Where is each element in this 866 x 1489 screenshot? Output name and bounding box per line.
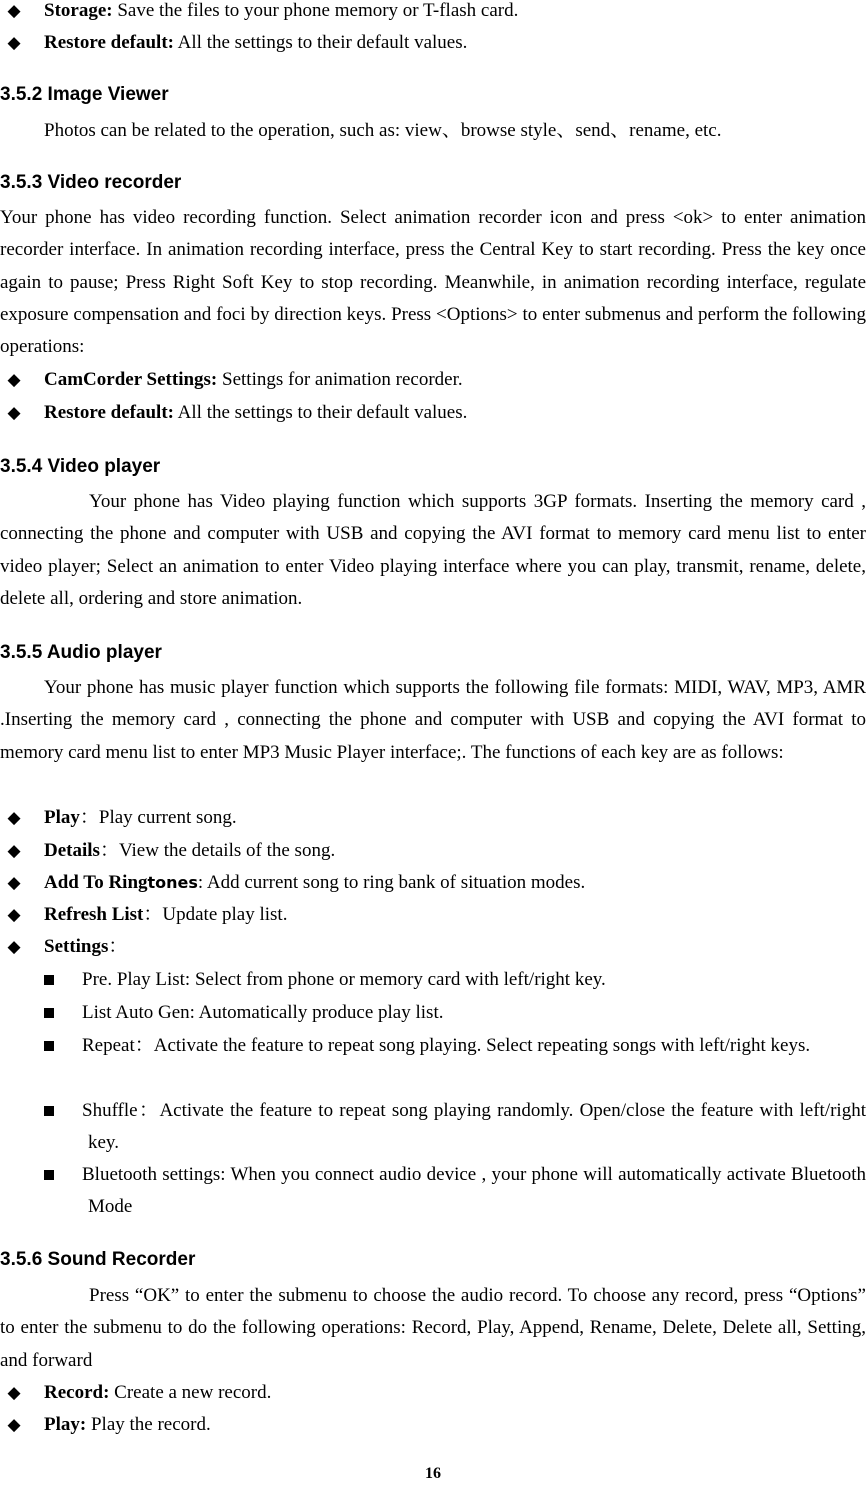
square-bullet-icon	[44, 1008, 54, 1018]
bullet-label: Record:	[44, 1382, 110, 1403]
bullet-text: Play the record.	[86, 1414, 211, 1435]
diamond-bullet-icon: ◆	[7, 403, 21, 422]
heading-audio-player: 3.5.5 Audio player	[0, 642, 162, 663]
square-bullet-icon	[44, 975, 54, 985]
bullet-label: Add To Ring	[44, 872, 148, 893]
sub-bullet-pre-play-list	[44, 964, 866, 996]
image-viewer-paragraph: Photos can be related to the operation, such as: view、browse style、send、rename, etc.	[44, 120, 722, 141]
bullet-text: Settings for animation recorder.	[217, 369, 463, 390]
sub-bullet-text: Pre. Play List: Select from phone or memory card with left/right key.	[82, 969, 606, 990]
sub-bullet-repeat	[44, 1030, 866, 1062]
bullet-label: Restore default:	[44, 402, 174, 423]
heading-image-viewer: 3.5.2 Image Viewer	[0, 84, 169, 105]
sub-bullet-shuffle	[44, 1095, 866, 1159]
page-number: 16	[425, 1465, 441, 1482]
diamond-bullet-icon: ◆	[7, 1415, 21, 1434]
bullet-label: Details	[44, 840, 100, 861]
sub-bullet-text: List Auto Gen: Automatically produce play list.	[82, 1002, 444, 1023]
bullet-label: Play:	[44, 1414, 87, 1435]
audio-player-paragraph: Your phone has music player function which supports the following file formats: MIDI, WAV, MP3, AMR .Inserting the memory card , connecting the phone and computer with USB and copying the AVI format to memory card menu list to enter MP3 Music Player interface;. The functions of each key are as follows:	[0, 677, 866, 763]
bullet-text: Save the files to your phone memory or T-flash card.	[112, 0, 519, 21]
bullet-text: ：Play current song.	[79, 807, 237, 828]
sub-bullet-bluetooth-settings	[44, 1159, 866, 1223]
square-bullet-icon	[44, 1041, 54, 1051]
sound-recorder-paragraph: Press “OK” to enter the submenu to choose the audio record. To choose any record, press “Options” to enter the submenu to do the following operations: Record, Play, Append, Rename, Delete, Delete all, Setting, and forward	[0, 1285, 866, 1371]
diamond-bullet-icon: ◆	[7, 937, 21, 956]
bullet-label: Refresh List	[44, 904, 144, 925]
video-player-paragraph: Your phone has Video playing function which supports 3GP formats. Inserting the memory card , connecting the phone and computer with USB and copying the AVI format to memory card menu list to enter video player; Select an animation to enter Video playing interface where you can play, transmit, rename, delete, delete all, ordering and store animation.	[0, 491, 866, 609]
diamond-bullet-icon: ◆	[7, 808, 21, 827]
square-bullet-icon	[44, 1170, 54, 1180]
bullet-text: ：Update play list.	[143, 904, 288, 925]
square-bullet-icon	[44, 1106, 54, 1116]
bullet-text: Create a new record.	[109, 1382, 272, 1403]
bullet-text: : Add current song to ring bank of situation modes.	[197, 872, 586, 893]
diamond-bullet-icon: ◆	[7, 33, 21, 52]
heading-sound-recorder: 3.5.6 Sound Recorder	[0, 1249, 196, 1270]
heading-video-player: 3.5.4 Video player	[0, 456, 161, 477]
diamond-bullet-icon: ◆	[7, 905, 21, 924]
bullet-label: Storage:	[44, 0, 113, 21]
video-recorder-paragraph: Your phone has video recording function. Select animation recorder icon and press <ok> to enter animation recorder interface. In animation recording interface, press the Central Key to start recording. Press the key once again to pause; Press Right Soft Key to stop recording. Meanwhile, in animation recording interface, regulate exposure compensation and foci by direction keys. Press <Options> to enter submenus and perform the following operations:	[0, 207, 866, 358]
bullet-text: ：View the details of the song.	[99, 840, 336, 861]
heading-video-recorder: 3.5.3 Video recorder	[0, 172, 182, 193]
sub-bullet-text: Bluetooth settings: When you connect audio device , your phone will automatically activate Bluetooth Mode	[82, 1164, 866, 1217]
bullet-text: All the settings to their default values.	[173, 32, 468, 53]
diamond-bullet-icon: ◆	[7, 1, 21, 20]
bullet-label: Play	[44, 807, 80, 828]
diamond-bullet-icon: ◆	[7, 873, 21, 892]
diamond-bullet-icon: ◆	[7, 370, 21, 389]
sub-bullet-text: Shuffle：Activate the feature to repeat song playing randomly. Open/close the feature with left/right key.	[82, 1100, 866, 1153]
bullet-text: All the settings to their default values.	[173, 402, 468, 423]
bullet-label: Restore default:	[44, 32, 174, 53]
diamond-bullet-icon: ◆	[7, 1383, 21, 1402]
sub-bullet-text: Repeat：Activate the feature to repeat song playing. Select repeating songs with left/right keys.	[82, 1035, 811, 1056]
bullet-label: CamCorder Settings:	[44, 369, 218, 390]
bullet-text: ：	[108, 936, 128, 957]
sub-bullet-list-auto-gen	[44, 997, 866, 1029]
bullet-label-suffix: tones	[147, 873, 198, 892]
bullet-label: Settings	[44, 936, 109, 957]
diamond-bullet-icon: ◆	[7, 841, 21, 860]
